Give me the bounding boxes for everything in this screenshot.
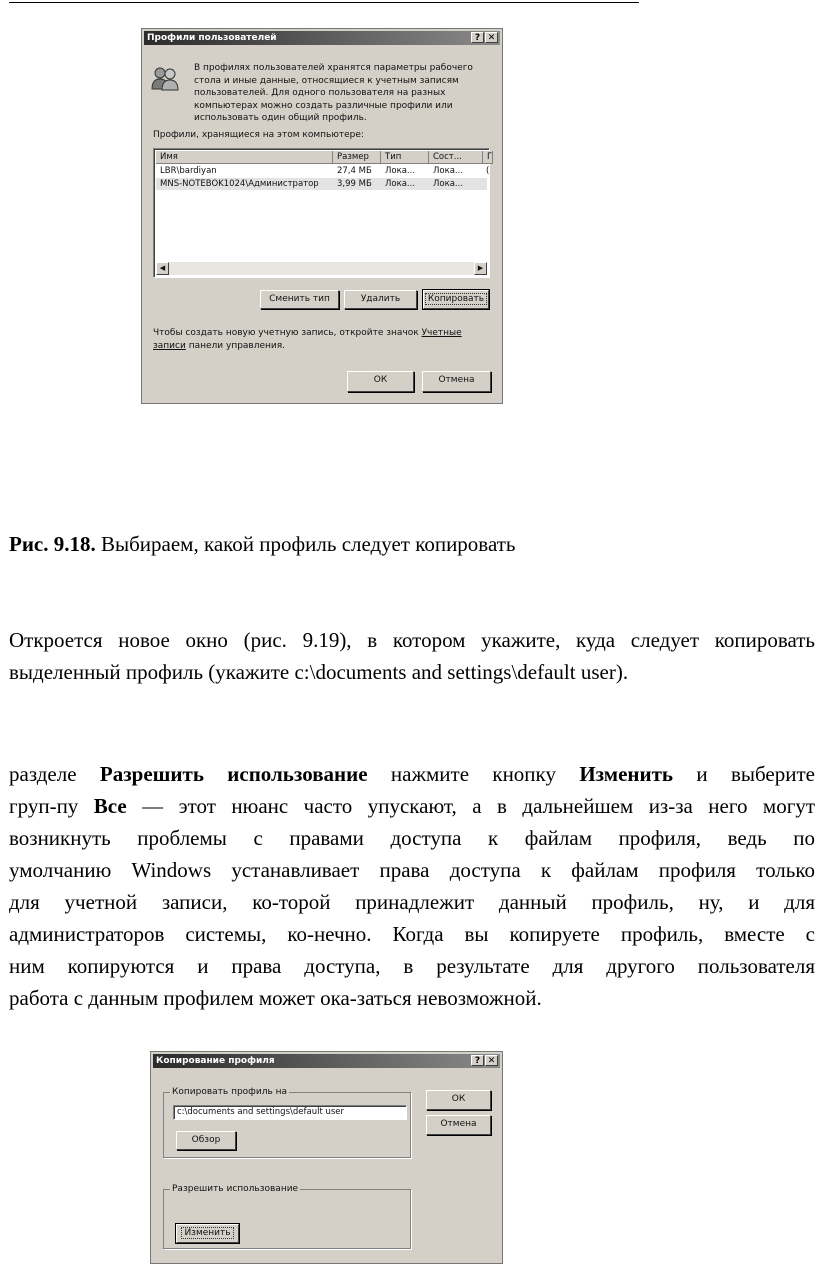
paragraph-2-line-1 (9, 758, 815, 790)
close-button[interactable]: ✕ (485, 32, 498, 43)
row-extra: ( (486, 166, 490, 176)
row-name: MNS-NOTEBOK1024\Администратор (160, 179, 319, 189)
paragraph-2-line-7: ним копируются и права доступа, в результате для другого пользователя (9, 954, 815, 978)
footer-text-part2: панели управления. (185, 340, 286, 351)
cancel-label: Отмена (440, 1119, 477, 1129)
text-run: груп-пу (9, 794, 94, 818)
figure-caption-text: Выбираем, какой профиль следует копировать (95, 532, 516, 556)
user-accounts-link-cont[interactable]: записи (153, 340, 186, 351)
paragraph-2-line-8: работа с данным профилем может ока-заться невозможной. (9, 986, 542, 1010)
footer-text-part1: Чтобы создать новую учетную запись, откройте значок (153, 328, 422, 338)
change-button[interactable] (176, 1224, 239, 1243)
paragraph-2-line-5: для учетной записи, ко-торой принадлежит данный профиль, ну, и для (9, 890, 815, 914)
column-header-state[interactable]: Сост... (429, 151, 483, 164)
column-header-extra[interactable]: Г (483, 151, 493, 164)
text-run: и выберите (673, 762, 815, 786)
close-button[interactable]: ✕ (485, 1055, 498, 1066)
figure-label: Рис. 9.18. (9, 532, 96, 556)
copy-button[interactable] (423, 290, 489, 309)
ok-button[interactable] (426, 1090, 491, 1110)
allow-use-group (163, 1184, 411, 1249)
list-row[interactable] (156, 165, 490, 177)
row-state: Лока... (433, 179, 464, 189)
paragraph-2-line-6: администраторов системы, ко-нечно. Когда вы копируете профиль, вместе с (9, 922, 815, 946)
user-profiles-dialog (141, 28, 503, 404)
paragraph-2-line-2 (9, 790, 815, 822)
paragraph-1 (9, 624, 815, 688)
browse-label: Обзор (191, 1135, 221, 1145)
copy-to-group (163, 1087, 411, 1158)
copy-path-input[interactable]: c:\documents and settings\default user (173, 1105, 407, 1120)
user-accounts-link[interactable]: Учетные (421, 328, 462, 338)
top-rule (9, 2, 639, 3)
change-type-label: Сменить тип (269, 294, 330, 304)
paragraph-1-line-2: выделенный профиль (укажите c:\documents and settings\default user). (9, 660, 629, 684)
bold-term-change: Изменить (579, 762, 674, 786)
row-type: Лока... (385, 179, 416, 189)
list-header (156, 151, 493, 164)
users-icon (150, 65, 180, 91)
bold-term-everyone: Все (93, 794, 127, 818)
text-run: — этот нюанс часто упускают, а в дальнейшем из-за него могут (126, 794, 815, 818)
title-bar (144, 31, 500, 45)
ok-button[interactable] (347, 371, 414, 392)
column-header-size[interactable]: Размер (333, 151, 381, 164)
footer-text (153, 327, 483, 352)
text-run: нажмите кнопку (367, 762, 580, 786)
copy-profile-dialog (150, 1051, 503, 1264)
list-row-selected[interactable] (156, 178, 487, 190)
row-type: Лока... (385, 166, 416, 176)
row-name: LBR\bardiyan (160, 166, 217, 176)
profiles-list-label: Профили, хранящиеся на этом компьютере: (153, 130, 364, 140)
paragraph-2-line-4: умолчанию Windows устанавливает права доступа к файлам профиля только (9, 858, 815, 882)
title-bar (153, 1054, 500, 1068)
allow-use-label: Разрешить использование (172, 1184, 299, 1194)
delete-button[interactable] (344, 290, 417, 309)
text-run: разделе (9, 762, 100, 786)
profiles-description: В профилях пользователей хранятся параметры рабочего стола и иные данные, относящиеся к учетным записям пользователей. Для одного пользователя на разных компьютерах можно создать различные профили или использовать один общий профиль. (194, 63, 473, 123)
help-button[interactable]: ? (471, 1055, 484, 1066)
figure-caption (9, 530, 515, 558)
change-type-button[interactable] (260, 290, 339, 309)
copy-label: Копировать (425, 293, 487, 305)
ok-label: ОК (373, 375, 388, 385)
row-size: 3,99 МБ (337, 179, 372, 189)
copy-to-label: Копировать профиль на (172, 1087, 288, 1097)
bold-term-allow-use: Разрешить использование (99, 762, 368, 786)
row-size: 27,4 МБ (337, 166, 372, 176)
delete-label: Удалить (360, 294, 401, 304)
cancel-button[interactable] (422, 371, 491, 392)
paragraph-2 (9, 758, 815, 1014)
help-button[interactable]: ? (471, 32, 484, 43)
paragraph-2-line-3: возникнуть проблемы с правами доступа к файлам профиля, ведь по (9, 826, 815, 850)
change-label: Изменить (181, 1227, 233, 1239)
cancel-button[interactable] (426, 1115, 491, 1135)
ok-label: ОК (451, 1094, 466, 1104)
row-state: Лока... (433, 166, 464, 176)
dialog-title: Копирование профиля (156, 1056, 275, 1066)
column-header-name[interactable]: Имя (156, 151, 333, 164)
cancel-label: Отмена (438, 375, 475, 385)
profiles-list[interactable] (153, 148, 493, 278)
scroll-right-icon[interactable]: ▶ (474, 262, 487, 275)
horizontal-scrollbar[interactable] (156, 262, 487, 275)
browse-button[interactable] (176, 1131, 236, 1150)
column-header-type[interactable]: Тип (381, 151, 429, 164)
scroll-left-icon[interactable]: ◀ (156, 262, 169, 275)
paragraph-1-line-1: Откроется новое окно (рис. 9.19), в котором укажите, куда следует копировать (9, 628, 815, 652)
dialog-title: Профили пользователей (147, 33, 277, 43)
